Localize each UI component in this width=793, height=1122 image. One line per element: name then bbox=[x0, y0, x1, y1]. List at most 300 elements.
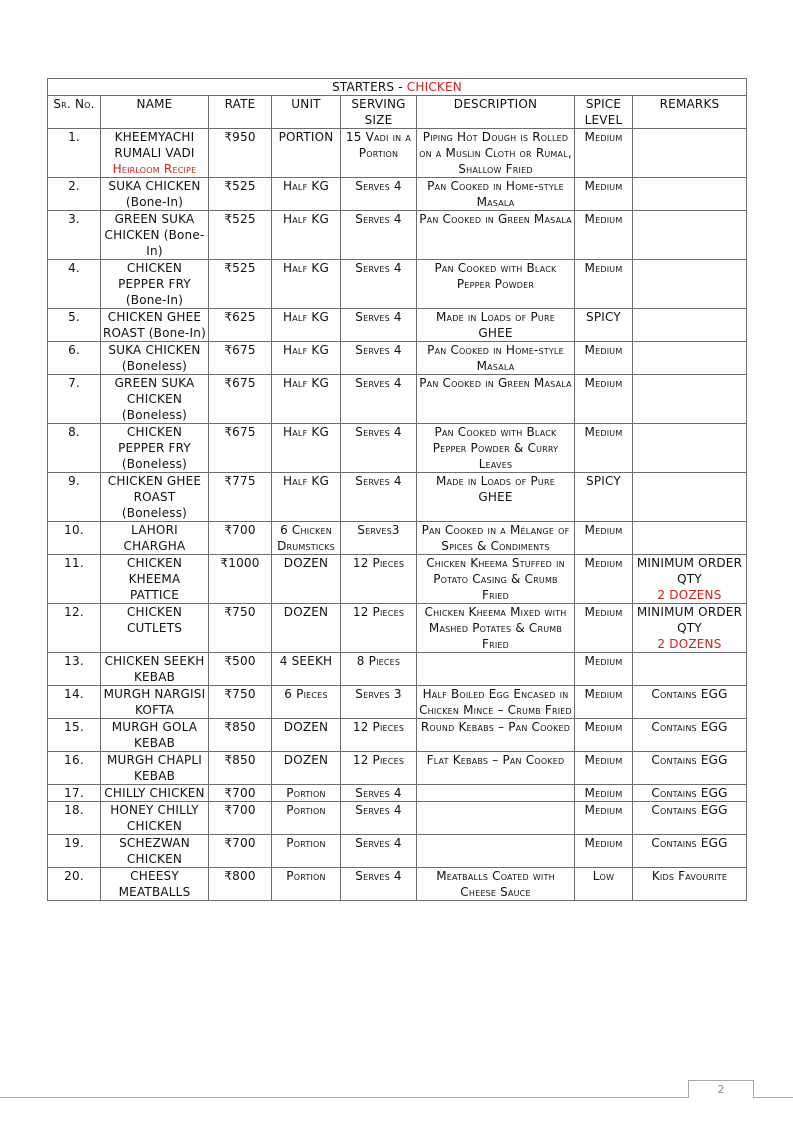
cell-name bbox=[101, 178, 209, 211]
cell-serving bbox=[341, 785, 417, 802]
cell-serving-text: 12 Pieces bbox=[352, 753, 405, 767]
cell-name bbox=[101, 785, 209, 802]
cell-sr bbox=[48, 178, 101, 211]
cell-rate-text: ₹700 bbox=[224, 836, 256, 850]
cell-serving-text: Serves 4 bbox=[355, 836, 402, 850]
table-row bbox=[48, 653, 747, 686]
cell-sr bbox=[48, 375, 101, 424]
table-row bbox=[48, 375, 747, 424]
cell-description-text: Meatballs Coated with Cheese Sauce bbox=[436, 869, 555, 899]
cell-name bbox=[101, 211, 209, 260]
cell-remarks bbox=[633, 260, 747, 309]
cell-spice-text: SPICY bbox=[586, 474, 621, 488]
cell-name bbox=[101, 309, 209, 342]
cell-spice bbox=[575, 424, 633, 473]
header-name: NAME bbox=[101, 96, 209, 129]
cell-spice-text: Medium bbox=[584, 786, 623, 800]
cell-name-text: CHEESY MEATBALLS bbox=[118, 869, 191, 899]
cell-sr-text: 15. bbox=[64, 720, 84, 734]
cell-unit bbox=[272, 719, 341, 752]
cell-remarks bbox=[633, 555, 747, 604]
cell-serving bbox=[341, 309, 417, 342]
table-row bbox=[48, 686, 747, 719]
cell-sr bbox=[48, 604, 101, 653]
cell-sr bbox=[48, 653, 101, 686]
cell-remarks bbox=[633, 473, 747, 522]
cell-spice bbox=[575, 686, 633, 719]
cell-name bbox=[101, 835, 209, 868]
cell-rate bbox=[209, 211, 272, 260]
cell-spice-text: Medium bbox=[584, 605, 623, 619]
cell-spice-text: Medium bbox=[584, 376, 623, 390]
cell-rate bbox=[209, 752, 272, 785]
cell-serving bbox=[341, 522, 417, 555]
cell-unit-text: Half KG bbox=[283, 425, 329, 439]
table-row bbox=[48, 178, 747, 211]
cell-remarks bbox=[633, 309, 747, 342]
table-row bbox=[48, 604, 747, 653]
cell-remarks bbox=[633, 129, 747, 178]
cell-name-text: KHEEMYACHI RUMALI VADI bbox=[114, 130, 195, 160]
cell-name bbox=[101, 522, 209, 555]
cell-sr-text: 17. bbox=[64, 786, 84, 800]
cell-sr-text: 1. bbox=[68, 130, 80, 144]
cell-description-text: Made in Loads of Pure GHEE bbox=[436, 310, 555, 340]
cell-description bbox=[417, 211, 575, 260]
cell-name bbox=[101, 473, 209, 522]
cell-name-text: SUKA CHICKEN (Bone-In) bbox=[108, 179, 201, 209]
cell-serving-text: 8 Pieces bbox=[356, 654, 401, 668]
cell-description bbox=[417, 129, 575, 178]
menu-table bbox=[47, 78, 747, 901]
cell-serving bbox=[341, 752, 417, 785]
cell-unit bbox=[272, 375, 341, 424]
cell-description bbox=[417, 653, 575, 686]
cell-name bbox=[101, 604, 209, 653]
cell-unit-text: DOZEN bbox=[283, 720, 329, 734]
cell-serving-text: Serves 4 bbox=[355, 179, 402, 193]
cell-description bbox=[417, 868, 575, 901]
cell-rate bbox=[209, 555, 272, 604]
cell-serving-text: Serves 4 bbox=[355, 343, 402, 357]
cell-rate-text: ₹775 bbox=[224, 474, 256, 488]
cell-unit bbox=[272, 260, 341, 309]
table-row bbox=[48, 309, 747, 342]
cell-spice-text: Medium bbox=[584, 261, 623, 275]
cell-unit bbox=[272, 604, 341, 653]
cell-unit-text: 6 Pieces bbox=[284, 687, 328, 701]
cell-spice bbox=[575, 653, 633, 686]
cell-unit-text: Half KG bbox=[283, 261, 329, 275]
cell-rate bbox=[209, 868, 272, 901]
cell-spice-text: Medium bbox=[584, 523, 623, 537]
cell-sr bbox=[48, 260, 101, 309]
cell-name bbox=[101, 686, 209, 719]
cell-sr-text: 3. bbox=[68, 212, 80, 226]
cell-remarks bbox=[633, 868, 747, 901]
cell-remarks bbox=[633, 785, 747, 802]
cell-remarks bbox=[633, 653, 747, 686]
cell-description bbox=[417, 473, 575, 522]
cell-description bbox=[417, 260, 575, 309]
cell-unit bbox=[272, 802, 341, 835]
cell-name bbox=[101, 260, 209, 309]
cell-unit-text: Half KG bbox=[283, 343, 329, 357]
cell-sr bbox=[48, 342, 101, 375]
cell-description bbox=[417, 686, 575, 719]
cell-spice bbox=[575, 473, 633, 522]
cell-rate bbox=[209, 424, 272, 473]
cell-sr-text: 7. bbox=[68, 376, 80, 390]
header-serving: SERVING SIZE bbox=[341, 96, 417, 129]
cell-spice bbox=[575, 868, 633, 901]
cell-sr bbox=[48, 309, 101, 342]
cell-spice bbox=[575, 211, 633, 260]
cell-serving-text: 15 Vadi in a Portion bbox=[345, 130, 412, 160]
cell-spice-text: Medium bbox=[584, 556, 623, 570]
cell-sr-text: 2. bbox=[68, 179, 80, 193]
min-order-note: 2 DOZENS bbox=[657, 588, 722, 602]
cell-serving bbox=[341, 260, 417, 309]
cell-serving-text: Serves 4 bbox=[355, 803, 402, 817]
cell-sr bbox=[48, 719, 101, 752]
cell-unit-text: Portion bbox=[286, 869, 326, 883]
cell-rate bbox=[209, 522, 272, 555]
cell-description-text: Pan Cooked in a Mélange of Spices & Condiments bbox=[421, 523, 570, 553]
cell-serving bbox=[341, 555, 417, 604]
cell-rate-text: ₹525 bbox=[224, 261, 256, 275]
cell-description-text: Made in Loads of Pure GHEE bbox=[436, 474, 555, 504]
table-row bbox=[48, 522, 747, 555]
cell-remarks-text: Kids Favourite bbox=[651, 869, 728, 883]
cell-description bbox=[417, 835, 575, 868]
cell-spice bbox=[575, 375, 633, 424]
cell-unit bbox=[272, 309, 341, 342]
cell-serving-text: 12 Pieces bbox=[352, 720, 405, 734]
cell-remarks bbox=[633, 522, 747, 555]
cell-serving bbox=[341, 868, 417, 901]
cell-sr bbox=[48, 211, 101, 260]
cell-serving bbox=[341, 342, 417, 375]
cell-spice-text: Medium bbox=[584, 803, 623, 817]
cell-serving-text: Serves 4 bbox=[355, 310, 402, 324]
page-number: 2 bbox=[688, 1080, 754, 1098]
title-category: CHICKEN bbox=[406, 80, 462, 94]
cell-spice bbox=[575, 802, 633, 835]
cell-spice-text: Medium bbox=[584, 836, 623, 850]
cell-sr bbox=[48, 555, 101, 604]
cell-remarks bbox=[633, 178, 747, 211]
cell-description bbox=[417, 604, 575, 653]
cell-rate bbox=[209, 802, 272, 835]
cell-rate bbox=[209, 309, 272, 342]
cell-sr bbox=[48, 752, 101, 785]
min-order-note: 2 DOZENS bbox=[657, 637, 722, 651]
cell-rate-text: ₹850 bbox=[224, 753, 256, 767]
cell-rate-text: ₹525 bbox=[224, 212, 256, 226]
cell-unit-text: Portion bbox=[286, 786, 326, 800]
cell-name-text: GREEN SUKA CHICKEN (Bone-In) bbox=[104, 212, 205, 258]
cell-unit bbox=[272, 342, 341, 375]
cell-serving-text: 12 Pieces bbox=[352, 605, 405, 619]
cell-rate-text: ₹675 bbox=[224, 425, 256, 439]
cell-description bbox=[417, 555, 575, 604]
table-row bbox=[48, 802, 747, 835]
cell-name-text: CHICKEN CUTLETS bbox=[126, 605, 183, 635]
cell-unit bbox=[272, 868, 341, 901]
cell-spice bbox=[575, 178, 633, 211]
cell-unit bbox=[272, 785, 341, 802]
cell-serving bbox=[341, 211, 417, 260]
cell-sr-text: 4. bbox=[68, 261, 80, 275]
cell-sr-text: 16. bbox=[64, 753, 84, 767]
cell-unit bbox=[272, 178, 341, 211]
cell-spice-text: Medium bbox=[584, 720, 623, 734]
cell-sr-text: 12. bbox=[64, 605, 84, 619]
cell-remarks bbox=[633, 604, 747, 653]
cell-description bbox=[417, 719, 575, 752]
cell-serving-text: Serves3 bbox=[357, 523, 400, 537]
cell-rate bbox=[209, 653, 272, 686]
cell-unit bbox=[272, 555, 341, 604]
cell-remarks bbox=[633, 211, 747, 260]
cell-rate-text: ₹525 bbox=[224, 179, 256, 193]
cell-serving bbox=[341, 604, 417, 653]
cell-name-text: CHICKEN PEPPER FRY (Boneless) bbox=[118, 425, 191, 471]
cell-name bbox=[101, 802, 209, 835]
table-row bbox=[48, 785, 747, 802]
table-row bbox=[48, 752, 747, 785]
cell-serving bbox=[341, 129, 417, 178]
table-row bbox=[48, 555, 747, 604]
table-row bbox=[48, 719, 747, 752]
cell-spice bbox=[575, 835, 633, 868]
cell-rate bbox=[209, 719, 272, 752]
cell-unit bbox=[272, 424, 341, 473]
cell-name-text: SCHEZWAN CHICKEN bbox=[119, 836, 190, 866]
cell-name-text: GREEN SUKA CHICKEN (Boneless) bbox=[114, 376, 195, 422]
table-title bbox=[48, 79, 747, 96]
cell-unit bbox=[272, 686, 341, 719]
cell-unit bbox=[272, 211, 341, 260]
cell-description bbox=[417, 309, 575, 342]
header-description: DESCRIPTION bbox=[417, 96, 575, 129]
cell-spice-text: Medium bbox=[584, 425, 623, 439]
cell-description bbox=[417, 424, 575, 473]
cell-unit-text: Half KG bbox=[283, 474, 329, 488]
cell-spice-text: Medium bbox=[584, 687, 623, 701]
table-row bbox=[48, 868, 747, 901]
table-row bbox=[48, 260, 747, 309]
cell-serving bbox=[341, 424, 417, 473]
table-row bbox=[48, 342, 747, 375]
cell-serving-text: 12 Pieces bbox=[352, 556, 405, 570]
cell-unit bbox=[272, 653, 341, 686]
cell-unit bbox=[272, 835, 341, 868]
cell-serving-text: Serves 4 bbox=[355, 212, 402, 226]
cell-rate bbox=[209, 375, 272, 424]
header-spice: SPICE LEVEL bbox=[575, 96, 633, 129]
cell-serving bbox=[341, 653, 417, 686]
cell-remarks-text: MINIMUM ORDER QTY bbox=[636, 556, 743, 586]
cell-remarks bbox=[633, 835, 747, 868]
cell-description bbox=[417, 178, 575, 211]
cell-description bbox=[417, 342, 575, 375]
cell-name-text: CHICKEN SEEKH KEBAB bbox=[104, 654, 205, 684]
cell-name bbox=[101, 653, 209, 686]
cell-sr-text: 20. bbox=[64, 869, 84, 883]
cell-unit-text: Half KG bbox=[283, 376, 329, 390]
cell-name-text: MURGH NARGISI KOFTA bbox=[103, 687, 206, 717]
cell-rate bbox=[209, 686, 272, 719]
table-row bbox=[48, 211, 747, 260]
cell-description-text: Piping Hot Dough is Rolled on a Muslin Cloth or Rumal, Shallow Fried bbox=[419, 130, 572, 176]
cell-name-text: SUKA CHICKEN (Boneless) bbox=[108, 343, 201, 373]
cell-serving bbox=[341, 835, 417, 868]
cell-sr bbox=[48, 424, 101, 473]
cell-rate bbox=[209, 342, 272, 375]
cell-sr-text: 8. bbox=[68, 425, 80, 439]
cell-serving bbox=[341, 686, 417, 719]
cell-remarks-text: Contains EGG bbox=[651, 786, 728, 800]
cell-name-text: HONEY CHILLY CHICKEN bbox=[110, 803, 199, 833]
header-remarks: REMARKS bbox=[633, 96, 747, 129]
cell-sr-text: 6. bbox=[68, 343, 80, 357]
cell-name bbox=[101, 375, 209, 424]
cell-name bbox=[101, 868, 209, 901]
cell-description-text: Pan Cooked with Black Pepper Powder bbox=[434, 261, 557, 291]
cell-rate bbox=[209, 260, 272, 309]
cell-serving-text: Serves 4 bbox=[355, 425, 402, 439]
cell-unit-text: Portion bbox=[286, 803, 326, 817]
cell-sr-text: 9. bbox=[68, 474, 80, 488]
header-sr: Sr. No. bbox=[48, 96, 101, 129]
cell-spice-text: SPICY bbox=[586, 310, 621, 324]
cell-sr-text: 14. bbox=[64, 687, 84, 701]
cell-spice bbox=[575, 785, 633, 802]
cell-serving-text: Serves 4 bbox=[355, 474, 402, 488]
cell-description-text: Pan Cooked in Green Masala bbox=[419, 212, 572, 226]
cell-spice-text: Medium bbox=[584, 179, 623, 193]
cell-spice-text: Medium bbox=[584, 212, 623, 226]
cell-unit-text: DOZEN bbox=[283, 605, 329, 619]
cell-description bbox=[417, 752, 575, 785]
cell-serving-text: Serves 4 bbox=[355, 261, 402, 275]
cell-rate-text: ₹750 bbox=[224, 605, 256, 619]
cell-description-text: Half Boiled Egg Encased in Chicken Mince – Crumb Fried bbox=[419, 687, 572, 717]
cell-rate bbox=[209, 835, 272, 868]
cell-spice bbox=[575, 604, 633, 653]
cell-unit bbox=[272, 522, 341, 555]
cell-rate bbox=[209, 604, 272, 653]
cell-name bbox=[101, 342, 209, 375]
cell-sr bbox=[48, 785, 101, 802]
cell-rate-text: ₹675 bbox=[224, 376, 256, 390]
cell-description-text: Pan Cooked in Home-style Masala bbox=[427, 343, 564, 373]
cell-remarks bbox=[633, 424, 747, 473]
cell-rate-text: ₹800 bbox=[224, 869, 256, 883]
cell-spice-text: Medium bbox=[584, 343, 623, 357]
cell-name-text: CHICKEN PEPPER FRY (Bone-In) bbox=[118, 261, 191, 307]
cell-sr bbox=[48, 522, 101, 555]
cell-sr bbox=[48, 473, 101, 522]
cell-name bbox=[101, 555, 209, 604]
cell-serving-text: Serves 4 bbox=[355, 786, 402, 800]
cell-unit-text: Portion bbox=[286, 836, 326, 850]
cell-sr-text: 11. bbox=[64, 556, 84, 570]
cell-rate-text: ₹850 bbox=[224, 720, 256, 734]
menu-body bbox=[48, 129, 747, 901]
cell-name-text: CHICKEN GHEE ROAST (Boneless) bbox=[107, 474, 202, 520]
cell-remarks bbox=[633, 752, 747, 785]
cell-sr-text: 5. bbox=[68, 310, 80, 324]
cell-description bbox=[417, 375, 575, 424]
cell-remarks bbox=[633, 342, 747, 375]
cell-sr bbox=[48, 129, 101, 178]
header-rate: RATE bbox=[209, 96, 272, 129]
cell-unit-text: 4 SEEKH bbox=[279, 654, 333, 668]
cell-unit-text: Half KG bbox=[283, 212, 329, 226]
cell-sr bbox=[48, 835, 101, 868]
cell-spice bbox=[575, 752, 633, 785]
cell-spice bbox=[575, 342, 633, 375]
cell-name bbox=[101, 129, 209, 178]
cell-sr bbox=[48, 802, 101, 835]
cell-sr bbox=[48, 868, 101, 901]
cell-unit-text: Half KG bbox=[283, 310, 329, 324]
table-row bbox=[48, 835, 747, 868]
cell-remarks-text: Contains EGG bbox=[651, 687, 728, 701]
cell-remarks-text: MINIMUM ORDER QTY bbox=[636, 605, 743, 635]
cell-rate-text: ₹625 bbox=[224, 310, 256, 324]
cell-unit-text: PORTION bbox=[278, 130, 334, 144]
cell-unit-text: 6 Chicken Drumsticks bbox=[277, 523, 335, 553]
cell-serving-text: Serves 4 bbox=[355, 376, 402, 390]
cell-remarks bbox=[633, 719, 747, 752]
cell-rate-text: ₹700 bbox=[224, 803, 256, 817]
cell-rate bbox=[209, 178, 272, 211]
cell-name bbox=[101, 719, 209, 752]
cell-serving-text: Serves 4 bbox=[355, 869, 402, 883]
cell-name-text: CHILLY CHICKEN bbox=[104, 786, 205, 800]
cell-sr bbox=[48, 686, 101, 719]
cell-name-text: MURGH GOLA KEBAB bbox=[111, 720, 198, 750]
cell-unit bbox=[272, 129, 341, 178]
cell-remarks bbox=[633, 686, 747, 719]
cell-sr-text: 19. bbox=[64, 836, 84, 850]
cell-serving bbox=[341, 473, 417, 522]
cell-remarks-text: Contains EGG bbox=[651, 720, 728, 734]
cell-rate-text: ₹675 bbox=[224, 343, 256, 357]
cell-spice bbox=[575, 129, 633, 178]
cell-rate bbox=[209, 129, 272, 178]
cell-serving-text: Serves 3 bbox=[355, 687, 402, 701]
cell-description bbox=[417, 802, 575, 835]
header-row bbox=[48, 96, 747, 129]
cell-description-text: Pan Cooked in Green Masala bbox=[419, 376, 572, 390]
cell-name bbox=[101, 752, 209, 785]
cell-spice-text: Medium bbox=[584, 753, 623, 767]
cell-spice-text: Medium bbox=[584, 130, 623, 144]
cell-description-text: Chicken Kheema Stuffed in Potato Casing & Crumb Fried bbox=[426, 556, 565, 602]
cell-name-text: LAHORI CHARGHA bbox=[123, 523, 186, 553]
cell-remarks-text: Contains EGG bbox=[651, 753, 728, 767]
cell-rate bbox=[209, 785, 272, 802]
cell-spice bbox=[575, 555, 633, 604]
title-prefix: STARTERS - bbox=[332, 80, 407, 94]
cell-rate-text: ₹700 bbox=[224, 786, 256, 800]
cell-serving bbox=[341, 802, 417, 835]
